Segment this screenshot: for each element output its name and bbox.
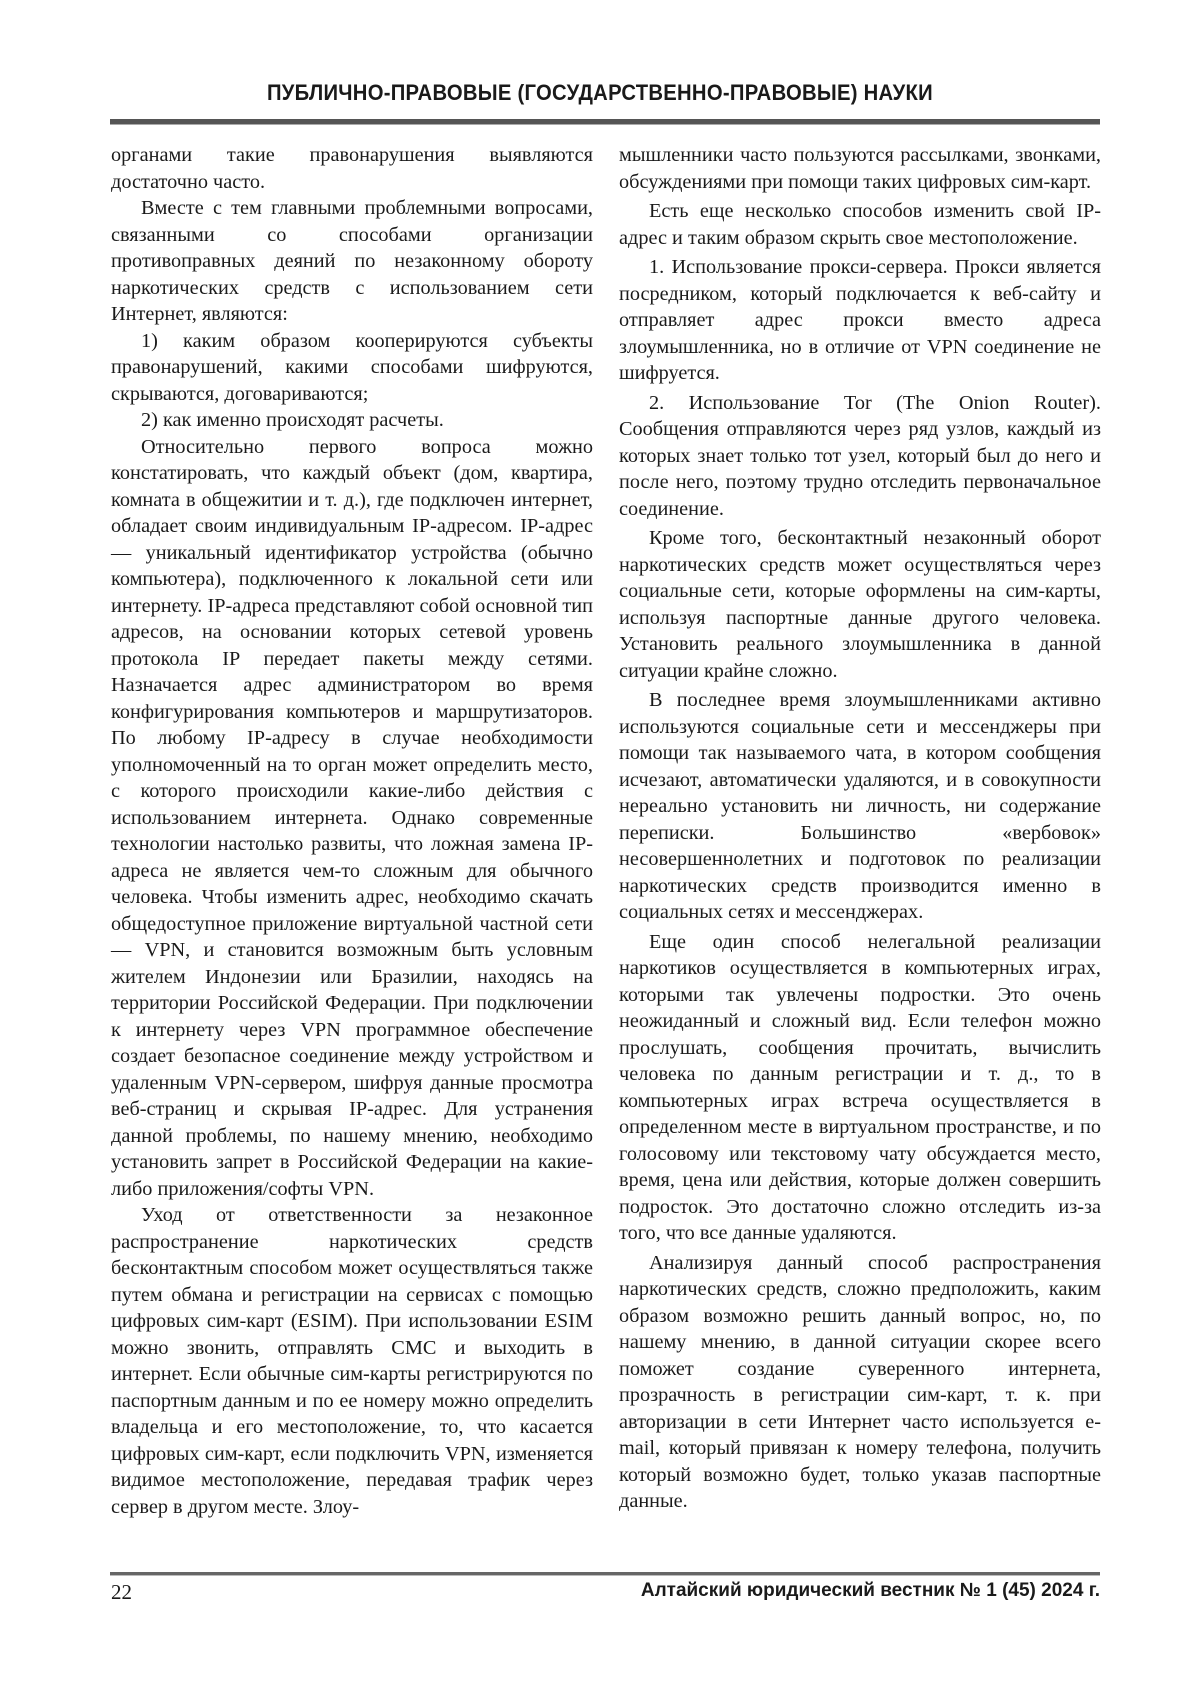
paragraph: Вместе с тем главными проблемными вопросами, связанными со способами организации противоправных деяний по незаконному обороту наркотических средств с использованием сети Интернет, являются:	[111, 195, 593, 328]
paragraph: Анализируя данный способ распространения наркотических средств, сложно предположить, каким образом возможно решить данный вопрос, но, по нашему мнению, в данной ситуации скорее всего поможет создание суверенного интернета, прозрачность в регистрации сим-карт, т. к. при авторизации в сети Интернет часто используется e-mail, который привязан к номеру телефона, получить который возможно будет, только указав паспортные данные.	[619, 1250, 1101, 1515]
paragraph: органами такие правонарушения выявляются достаточно часто.	[111, 142, 593, 195]
paragraph: В последнее время злоумышленниками активно используются социальные сети и мессенджеры при помощи так называемого чата, в котором сообщения исчезают, автоматически удаляются, и в совокупности нереально установить ни личность, ни содержание переписки. Большинство «вербовок» несовершеннолетних и подготовок по реализации наркотических средств производится именно в социальных сетях и мессенджерах.	[619, 687, 1101, 926]
paragraph: мышленники часто пользуются рассылками, звонками, обсуждениями при помощи таких цифровых сим-карт.	[619, 142, 1101, 195]
paragraph: Уход от ответственности за незаконное распространение наркотических средств бесконтактным способом может осуществляться также путем обмана и регистрации на сервисах с помощью цифровых сим-карт (ESIM). При использовании ESIM можно звонить, отправлять СМС и выходить в интернет. Если обычные сим-карты регистрируются по паспортным данным и по ее номеру можно определить владельца и его местоположение, то, что касается цифровых сим-карт, если подключить VPN, изменяется видимое местоположение, передавая трафик через сервер в другом месте. Злоу-	[111, 1202, 593, 1520]
paragraph: Относительно первого вопроса можно констатировать, что каждый объект (дом, квартира, комната в общежитии и т. д.), где подключен интернет, обладает своим индивидуальным IP-адресом. IP-адрес — уникальный идентификатор устройства (обычно компьютера), подключенного к локальной сети или интернету. IP-адреса представляют собой основной тип адресов, на основании которых сетевой уровень протокола IP передает пакеты между сетями. Назначается адрес администратором во время конфигурирования компьютеров и маршрутизаторов. По любому IP-адресу в случае необходимости уполномоченный на то орган может определить место, с которого происходили какие-либо действия с использованием интернета. Однако современные технологии настолько развиты, что ложная замена IP-адреса не является чем-то сложным для обычного человека. Чтобы изменить адрес, необходимо скачать общедоступное приложение виртуальной частной сети — VPN, и становится возможным быть условным жителем Индонезии или Бразилии, находясь на территории Российской Федерации. При подключении к интернету через VPN программное обеспечение создает безопасное соединение между устройством и удаленным VPN-сервером, шифруя данные просмотра веб-страниц и скрывая IP-адрес. Для устранения данной проблемы, по нашему мнению, необходимо установить запрет в Российской Федерации на какие-либо приложения/софты VPN.	[111, 434, 593, 1203]
paragraph: 2. Использование Tor (The Onion Router). Сообщения отправляются через ряд узлов, каждый из которых знает только тот узел, который был до него и после него, поэтому трудно отследить первоначальное соединение.	[619, 390, 1101, 523]
left-column	[111, 142, 593, 1520]
paragraph: Есть еще несколько способов изменить свой IP-адрес и таким образом скрыть свое местоположение.	[619, 198, 1101, 251]
header-divider	[110, 119, 1100, 125]
paragraph: Кроме того, бесконтактный незаконный оборот наркотических средств может осуществляться через социальные сети, которые оформлены на сим-карты, используя паспортные данные другого человека. Установить реального злоумышленника в данной ситуации крайне сложно.	[619, 525, 1101, 684]
right-column	[619, 142, 1101, 1518]
footer-divider	[110, 1572, 1100, 1576]
section-header: ПУБЛИЧНО-ПРАВОВЫЕ (ГОСУДАРСТВЕННО-ПРАВОВЫЕ) НАУКИ	[48, 80, 1152, 106]
paragraph: 1) каким образом кооперируются субъекты правонарушений, какими способами шифруются, скрываются, договариваются;	[111, 328, 593, 408]
paragraph: Еще один способ нелегальной реализации наркотиков осуществляется в компьютерных играх, которыми так увлечены подростки. Это очень неожиданный и сложный вид. Если телефон можно прослушать, сообщения прочитать, вычислить человека по данным регистрации и т. д., то в компьютерных играх встреча осуществляется в определенном месте в виртуальном пространстве, и по голосовому или текстовому чату обсуждается место, время, цена или действия, которые должен совершить подросток. Это достаточно сложно отследить из-за того, что все данные удаляются.	[619, 929, 1101, 1247]
page-number: 22	[111, 1580, 132, 1605]
paragraph: 1. Использование прокси-сервера. Прокси является посредником, который подключается к веб-сайту и отправляет адрес прокси вместо адреса злоумышленника, но в отличие от VPN соединение не шифруется.	[619, 254, 1101, 387]
journal-title: Алтайский юридический вестник № 1 (45) 2024 г.	[641, 1580, 1100, 1602]
paragraph: 2) как именно происходят расчеты.	[111, 407, 593, 434]
